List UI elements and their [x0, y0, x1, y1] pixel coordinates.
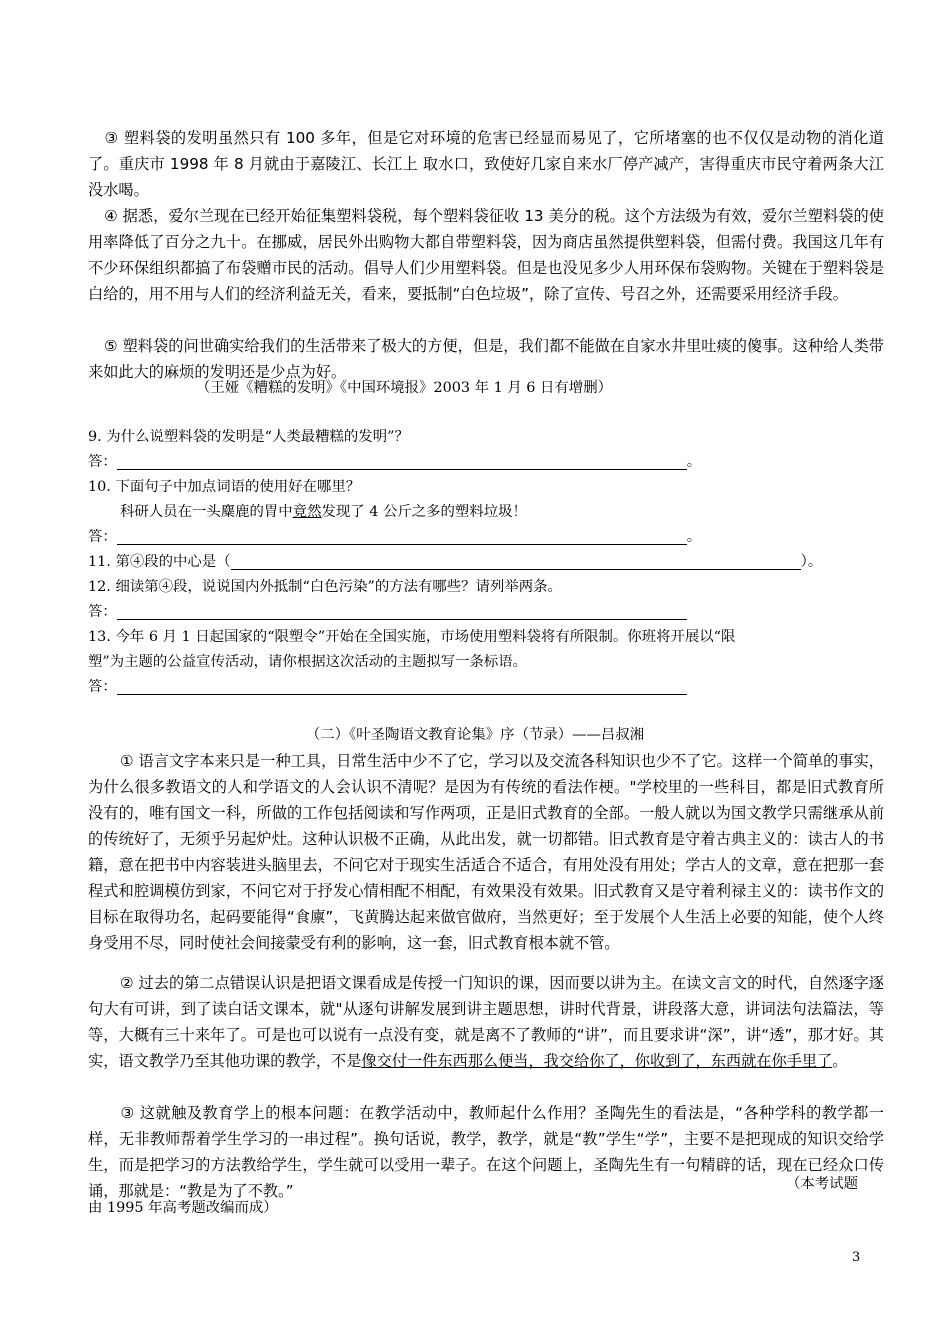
- article2-paragraph-3: ③ 这就触及教育学上的根本问题：在教学活动中，教师起什么作用？圣陶先生的看法是，“各种学科的教学都一样，无非教师帮着学生学习的一串过程”。换句话说，教学，教学，就是“教”学生“学”，主要不是把现成的知识交给学生，而是把学习的方法教给学生，学生就可以受用一辈子。在这个问题上，圣陶先生有一句精辟的话，现在已经众口传诵，那就是：“教是为了不教。”: [88, 1104, 884, 1200]
- question-10: 10. 下面句子中加点词语的使用好在哪里？: [88, 479, 361, 495]
- article1-paragraph-3: ③ 塑料袋的发明虽然只有 100 多年，但是它对环境的危害已经显而易见了，它所堵塞的也不仅仅是动物的消化道了。重庆市 1998 年 8 月就由于嘉陵江、长江上 取水口，致使好几家自来水厂停产减产，害得重庆市民守着两条大江没水喝。: [88, 129, 884, 199]
- question-9-answer[interactable]: 答： 。: [88, 450, 888, 474]
- article2-paragraph-1: ① 语言文字本来只是一种工具，日常生活中少不了它，学习以及交流各科知识也少不了它。这样一个简单的事实，为什么很多教语文的人和学语文的人会认识不清呢？是因为有传统的看法作梗。"学校里的一些科目，都是旧式教育所没有的，唯有国文一科，所做的工作包括阅读和写作两项，正是旧式教育的全部。一般人就以为国文教学只需继承从前的传统好了，无须乎另起炉灶。这种认识极不正确，从此出发，就一切都错。旧式教育是守着古典主义的：读古人的书籍，意在把书中内容装进头脑里去，不问它对于现实生活适合不适合，有用处没有用处；学古人的文章，意在把那一套程式和腔调模仿到家，不问它对于抒发心情相配不相配，有效果没有效果。旧式教育又是守着利禄主义的：读书作文的目标在取得功名，起码要能得“食廪”，飞黄腾达起来做官做府，当然更好；至于发展个人生活上必要的知能，使个人终身受用不尽，同时使社会间接蒙受有利的影响，这一套，旧式教育根本就不管。: [88, 752, 884, 952]
- article1-source: （王娅《糟糕的发明》《中国环境报》2003 年 1 月 6 日有增删）: [196, 380, 612, 396]
- question-12: 12. 细读第④段，说说国内外抵制“白色污染”的方法有哪些？请列举两条。: [88, 579, 562, 595]
- article2-source-line-2: 由 1995 年高考题改编而成）: [88, 1200, 278, 1216]
- article1-paragraph-4: ④ 据悉，爱尔兰现在已经开始征集塑料袋税，每个塑料袋征收 13 美分的税。这个方法级为有效，爱尔兰塑料袋的使用率降低了百分之九十。在挪威，居民外出购物大都自带塑料袋，因为商店虽然提供塑料袋，但需付费。我国这几年有不少环保组织都搞了布袋赠市民的活动。倡导人们少用塑料袋。但是也没见多少人用环保布袋购物。关键在于塑料袋是白给的，用不用与人们的经济利益无关，看来，要抵制“白色垃圾”，除了宣传、号召之外，还需要采用经济手段。: [88, 207, 884, 303]
- question-9: 9. 为什么说塑料袋的发明是“人类最糟糕的发明”？: [88, 429, 409, 445]
- page-number: 3: [852, 1250, 861, 1265]
- question-13-line-1: 13. 今年 6 月 1 日起国家的“限塑令”开始在全国实施，市场使用塑料袋将有所限制。你班将开展以“限: [88, 629, 736, 645]
- article2-title: （二）《叶圣陶语文教育论集》序（节录）——吕叔湘: [305, 727, 645, 743]
- article2-source-line-1: （本考试题: [786, 1176, 858, 1192]
- underlined-sentence: 像交付一件东西那么便当，我交给你了，你收到了，东西就在你手里了: [361, 1052, 833, 1070]
- article1-paragraph-5: ⑤ 塑料袋的问世确实给我们的生活带来了极大的方便，但是，我们都不能做在自家水井里吐痰的傻事。这种给人类带来如此大的麻烦的发明还是少点为好。: [88, 337, 884, 381]
- question-13-answer[interactable]: 答：: [88, 675, 888, 699]
- question-11[interactable]: 11. 第④段的中心是（ ）。: [88, 550, 888, 574]
- question-10-sentence: 科研人员在一头麋鹿的胃中竟然发现了 4 公斤之多的塑料垃圾！: [120, 504, 527, 520]
- question-10-answer[interactable]: 答： 。: [88, 525, 888, 549]
- question-13-line-2: 塑”为主题的公益宣传活动，请你根据这次活动的主题拟写一条标语。: [88, 654, 528, 670]
- dotted-word: 竟然: [292, 504, 322, 520]
- question-12-answer[interactable]: 答：: [88, 600, 888, 624]
- article2-paragraph-2: ② 过去的第二点错误认识是把语文课看成是传授一门知识的课，因而要以讲为主。在读文言文的时代，自然逐字逐句大有可讲，到了读白话文课本，就"从逐句讲解发展到讲主题思想，讲时代背景，讲段落大意，讲词法句法篇法，等等，大概有三十来年了。可是也可以说有一点没有变，就是离不了教师的“讲”，而且要求讲“深”，讲“透”，那才好。其实，语文教学乃至其他功课的教学，不是像交付一件东西那么便当，我交给你了，你收到了，东西就在你手里了。: [88, 974, 884, 1070]
